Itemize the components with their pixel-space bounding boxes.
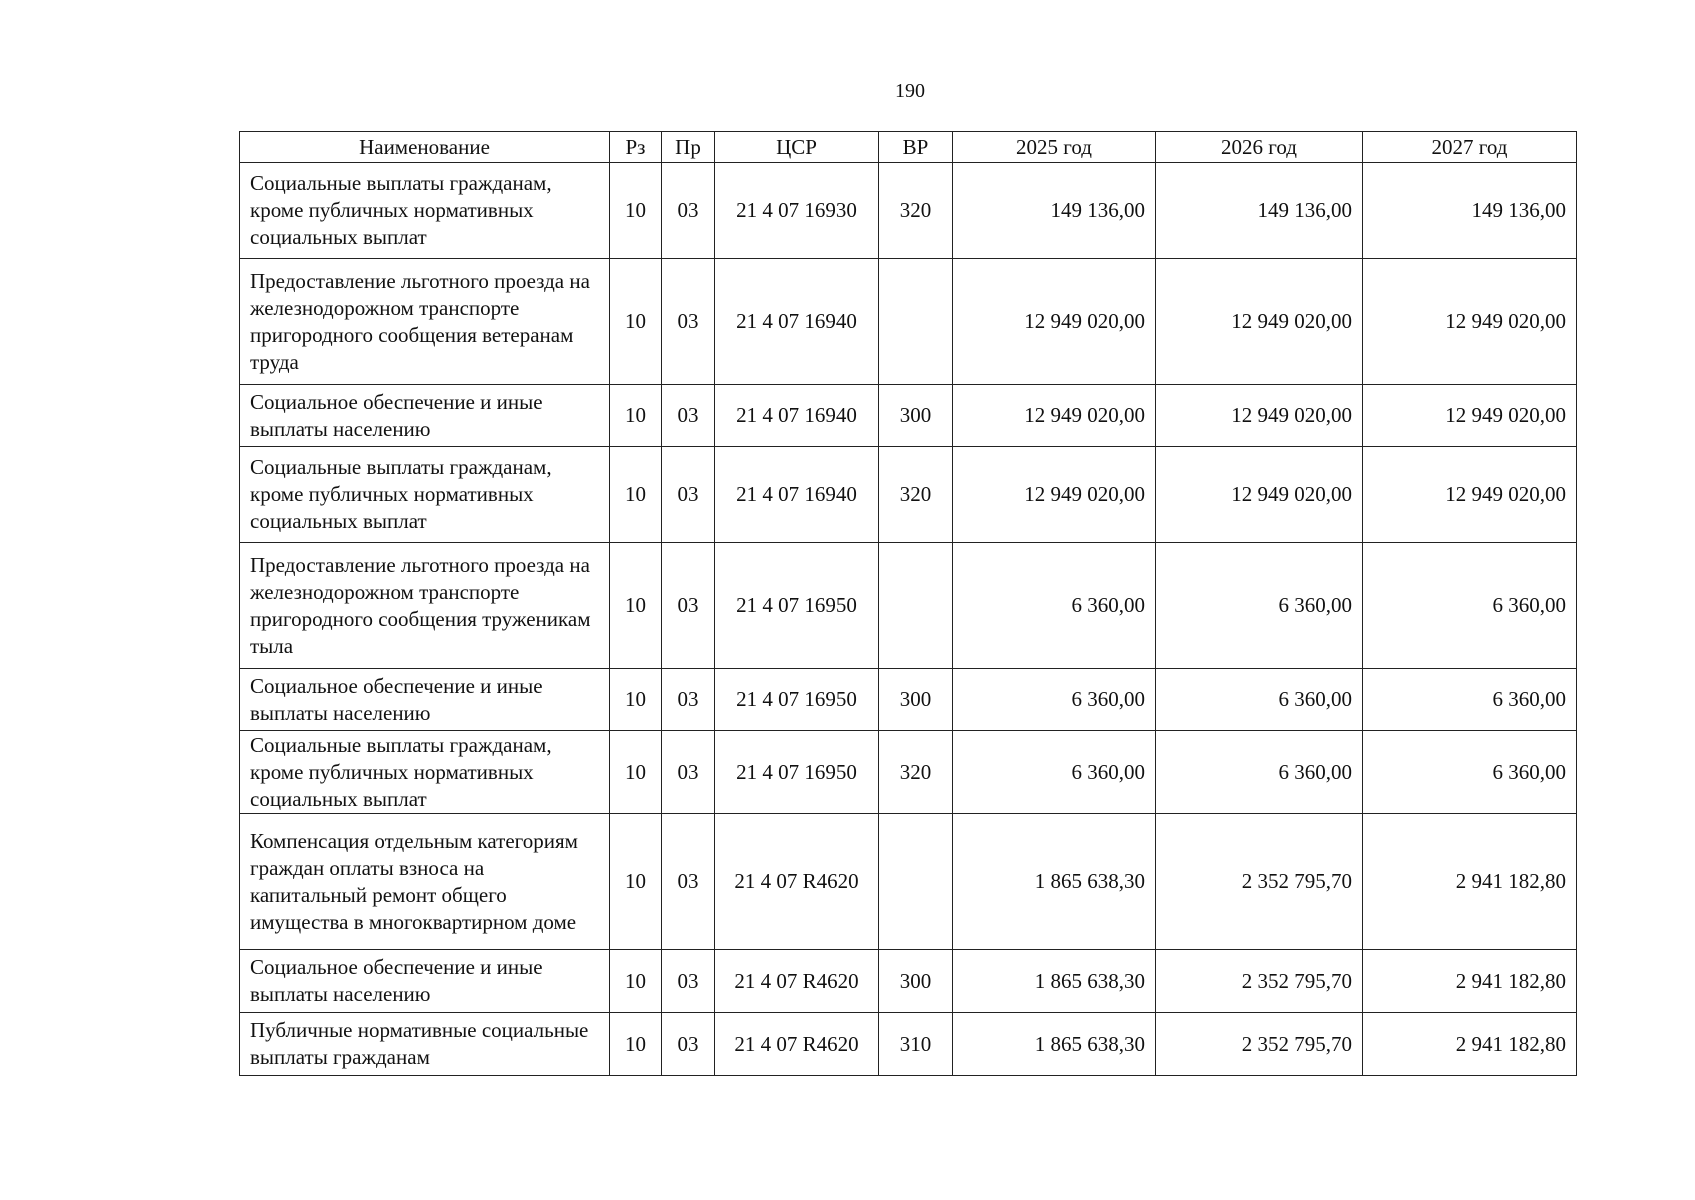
cell-pr: 03 bbox=[662, 543, 715, 669]
cell-vr: 320 bbox=[879, 163, 953, 259]
cell-2025: 6 360,00 bbox=[953, 669, 1156, 731]
cell-rz: 10 bbox=[610, 447, 662, 543]
cell-2026: 6 360,00 bbox=[1156, 731, 1363, 814]
cell-vr: 320 bbox=[879, 447, 953, 543]
cell-pr: 03 bbox=[662, 259, 715, 385]
cell-2025: 1 865 638,30 bbox=[953, 814, 1156, 950]
table-row bbox=[240, 731, 1577, 814]
table-row bbox=[240, 1013, 1577, 1076]
cell-csr: 21 4 07 16950 bbox=[715, 669, 879, 731]
cell-2026: 12 949 020,00 bbox=[1156, 447, 1363, 543]
table-row bbox=[240, 950, 1577, 1013]
cell-2026: 2 352 795,70 bbox=[1156, 950, 1363, 1013]
cell-name: Социальные выплаты гражданам, кроме публичных нормативных социальных выплат bbox=[240, 163, 610, 259]
cell-vr: 300 bbox=[879, 950, 953, 1013]
cell-rz: 10 bbox=[610, 814, 662, 950]
table-row bbox=[240, 163, 1577, 259]
cell-vr bbox=[879, 259, 953, 385]
cell-pr: 03 bbox=[662, 669, 715, 731]
cell-2027: 6 360,00 bbox=[1363, 669, 1577, 731]
table-row bbox=[240, 814, 1577, 950]
cell-pr: 03 bbox=[662, 385, 715, 447]
cell-2025: 6 360,00 bbox=[953, 543, 1156, 669]
cell-2027: 2 941 182,80 bbox=[1363, 1013, 1577, 1076]
cell-2026: 12 949 020,00 bbox=[1156, 385, 1363, 447]
cell-2026: 2 352 795,70 bbox=[1156, 1013, 1363, 1076]
cell-2027: 6 360,00 bbox=[1363, 543, 1577, 669]
cell-2026: 6 360,00 bbox=[1156, 669, 1363, 731]
cell-2025: 1 865 638,30 bbox=[953, 950, 1156, 1013]
cell-csr: 21 4 07 R4620 bbox=[715, 1013, 879, 1076]
cell-2025: 149 136,00 bbox=[953, 163, 1156, 259]
cell-rz: 10 bbox=[610, 543, 662, 669]
header-pr: Пр bbox=[662, 132, 715, 163]
cell-name: Социальное обеспечение и иные выплаты населению bbox=[240, 669, 610, 731]
cell-csr: 21 4 07 16940 bbox=[715, 259, 879, 385]
table-row bbox=[240, 259, 1577, 385]
cell-rz: 10 bbox=[610, 385, 662, 447]
cell-2027: 12 949 020,00 bbox=[1363, 385, 1577, 447]
cell-2026: 149 136,00 bbox=[1156, 163, 1363, 259]
header-2026: 2026 год bbox=[1156, 132, 1363, 163]
cell-2027: 2 941 182,80 bbox=[1363, 950, 1577, 1013]
cell-2027: 2 941 182,80 bbox=[1363, 814, 1577, 950]
cell-rz: 10 bbox=[610, 950, 662, 1013]
cell-rz: 10 bbox=[610, 669, 662, 731]
cell-2027: 12 949 020,00 bbox=[1363, 259, 1577, 385]
cell-pr: 03 bbox=[662, 1013, 715, 1076]
cell-vr bbox=[879, 543, 953, 669]
table-row bbox=[240, 543, 1577, 669]
cell-name: Публичные нормативные социальные выплаты гражданам bbox=[240, 1013, 610, 1076]
cell-2027: 12 949 020,00 bbox=[1363, 447, 1577, 543]
header-csr: ЦСР bbox=[715, 132, 879, 163]
cell-name: Социальное обеспечение и иные выплаты населению bbox=[240, 385, 610, 447]
cell-pr: 03 bbox=[662, 950, 715, 1013]
cell-csr: 21 4 07 16930 bbox=[715, 163, 879, 259]
cell-csr: 21 4 07 16950 bbox=[715, 543, 879, 669]
cell-name: Предоставление льготного проезда на железнодорожном транспорте пригородного сообщения труженикам тыла bbox=[240, 543, 610, 669]
cell-pr: 03 bbox=[662, 447, 715, 543]
cell-2026: 6 360,00 bbox=[1156, 543, 1363, 669]
cell-csr: 21 4 07 16950 bbox=[715, 731, 879, 814]
cell-vr: 300 bbox=[879, 385, 953, 447]
table-row bbox=[240, 669, 1577, 731]
cell-2026: 2 352 795,70 bbox=[1156, 814, 1363, 950]
cell-pr: 03 bbox=[662, 163, 715, 259]
header-row bbox=[240, 132, 1577, 163]
cell-2027: 6 360,00 bbox=[1363, 731, 1577, 814]
header-name: Наименование bbox=[240, 132, 610, 163]
cell-rz: 10 bbox=[610, 259, 662, 385]
cell-name: Компенсация отдельным категориям граждан оплаты взноса на капитальный ремонт общего имущества в многоквартирном доме bbox=[240, 814, 610, 950]
cell-pr: 03 bbox=[662, 731, 715, 814]
cell-vr: 320 bbox=[879, 731, 953, 814]
table-row bbox=[240, 447, 1577, 543]
cell-vr: 300 bbox=[879, 669, 953, 731]
cell-name: Социальные выплаты гражданам, кроме публичных нормативных социальных выплат bbox=[240, 447, 610, 543]
cell-vr bbox=[879, 814, 953, 950]
cell-2025: 12 949 020,00 bbox=[953, 259, 1156, 385]
cell-name: Социальное обеспечение и иные выплаты населению bbox=[240, 950, 610, 1013]
cell-2025: 1 865 638,30 bbox=[953, 1013, 1156, 1076]
page-number: 190 bbox=[895, 80, 925, 102]
cell-name: Социальные выплаты гражданам, кроме публичных нормативных социальных выплат bbox=[240, 731, 610, 814]
cell-csr: 21 4 07 16940 bbox=[715, 385, 879, 447]
cell-name: Предоставление льготного проезда на железнодорожном транспорте пригородного сообщения ветеранам труда bbox=[240, 259, 610, 385]
cell-csr: 21 4 07 R4620 bbox=[715, 814, 879, 950]
table-row bbox=[240, 385, 1577, 447]
cell-2026: 12 949 020,00 bbox=[1156, 259, 1363, 385]
header-vr: ВР bbox=[879, 132, 953, 163]
cell-2025: 12 949 020,00 bbox=[953, 385, 1156, 447]
header-rz: Рз bbox=[610, 132, 662, 163]
cell-vr: 310 bbox=[879, 1013, 953, 1076]
cell-2027: 149 136,00 bbox=[1363, 163, 1577, 259]
cell-pr: 03 bbox=[662, 814, 715, 950]
cell-rz: 10 bbox=[610, 1013, 662, 1076]
header-2025: 2025 год bbox=[953, 132, 1156, 163]
cell-rz: 10 bbox=[610, 163, 662, 259]
cell-csr: 21 4 07 R4620 bbox=[715, 950, 879, 1013]
cell-csr: 21 4 07 16940 bbox=[715, 447, 879, 543]
budget-table bbox=[239, 131, 1577, 1076]
cell-2025: 6 360,00 bbox=[953, 731, 1156, 814]
header-2027: 2027 год bbox=[1363, 132, 1577, 163]
cell-2025: 12 949 020,00 bbox=[953, 447, 1156, 543]
cell-rz: 10 bbox=[610, 731, 662, 814]
